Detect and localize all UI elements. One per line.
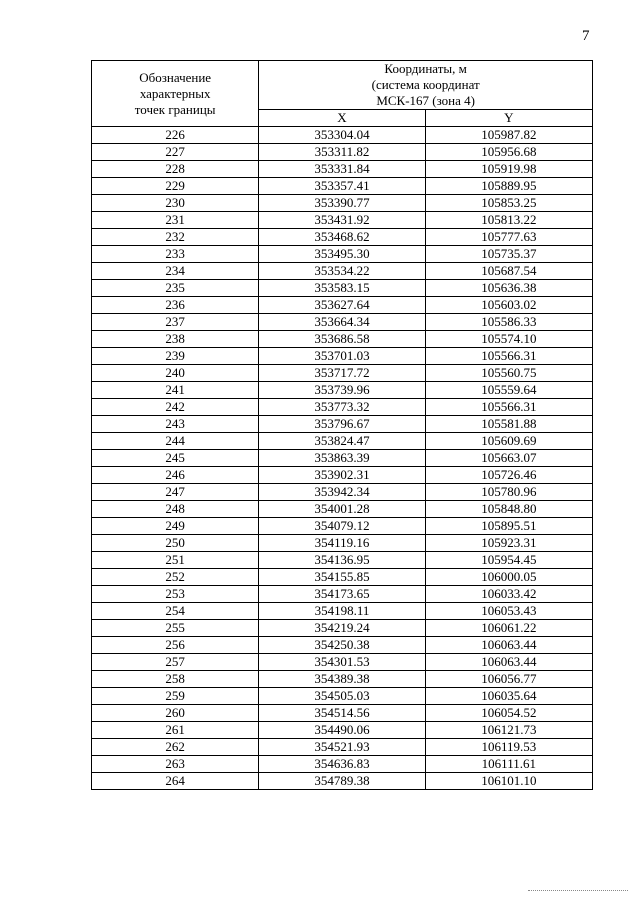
table-body (92, 127, 593, 790)
table-row (92, 178, 593, 195)
y-coordinate-cell: 105560.75 (425, 365, 592, 382)
table-row (92, 399, 593, 416)
coordinates-table (91, 60, 593, 790)
y-coordinate-cell: 106119.53 (425, 739, 592, 756)
x-coordinate-cell: 354389.38 (259, 671, 425, 688)
point-id-cell: 238 (92, 331, 259, 348)
y-column-header: Y (425, 110, 592, 127)
point-header-line: характерных (139, 85, 211, 101)
table-row (92, 280, 593, 297)
table-row (92, 127, 593, 144)
x-coordinate-cell: 354136.95 (259, 552, 425, 569)
y-coordinate-cell: 105559.64 (425, 382, 592, 399)
table-row (92, 450, 593, 467)
y-coordinate-cell: 106101.10 (425, 773, 592, 790)
point-id-cell: 246 (92, 467, 259, 484)
y-coordinate-cell: 106063.44 (425, 654, 592, 671)
table-row (92, 467, 593, 484)
y-coordinate-cell: 105603.02 (425, 297, 592, 314)
y-coordinate-cell: 105895.51 (425, 518, 592, 535)
point-id-cell: 243 (92, 416, 259, 433)
table-row (92, 671, 593, 688)
point-id-cell: 259 (92, 688, 259, 705)
y-coordinate-cell: 105813.22 (425, 212, 592, 229)
x-coordinate-cell: 353664.34 (259, 314, 425, 331)
y-coordinate-cell: 105726.46 (425, 467, 592, 484)
point-column-header (92, 61, 259, 127)
y-coordinate-cell: 105663.07 (425, 450, 592, 467)
x-coordinate-cell: 353796.67 (259, 416, 425, 433)
table-row (92, 246, 593, 263)
table-row (92, 348, 593, 365)
point-id-cell: 235 (92, 280, 259, 297)
y-coordinate-cell: 106061.22 (425, 620, 592, 637)
point-id-cell: 236 (92, 297, 259, 314)
table-row (92, 637, 593, 654)
y-coordinate-cell: 105780.96 (425, 484, 592, 501)
point-id-cell: 239 (92, 348, 259, 365)
point-id-cell: 226 (92, 127, 259, 144)
page-number: 7 (582, 28, 590, 44)
x-column-header: X (259, 110, 425, 127)
y-coordinate-cell: 105609.69 (425, 433, 592, 450)
x-coordinate-cell: 353824.47 (259, 433, 425, 450)
y-coordinate-cell: 106035.64 (425, 688, 592, 705)
x-coordinate-cell: 353534.22 (259, 263, 425, 280)
point-id-cell: 233 (92, 246, 259, 263)
point-id-cell: 264 (92, 773, 259, 790)
table-row (92, 161, 593, 178)
table-row (92, 654, 593, 671)
x-coordinate-cell: 353717.72 (259, 365, 425, 382)
y-coordinate-cell: 105919.98 (425, 161, 592, 178)
x-coordinate-cell: 354219.24 (259, 620, 425, 637)
table-row (92, 603, 593, 620)
point-id-cell: 253 (92, 586, 259, 603)
table-row (92, 229, 593, 246)
point-id-cell: 245 (92, 450, 259, 467)
point-id-cell: 261 (92, 722, 259, 739)
bottom-edge-mark (528, 890, 628, 893)
y-coordinate-cell: 105586.33 (425, 314, 592, 331)
x-coordinate-cell: 354198.11 (259, 603, 425, 620)
y-coordinate-cell: 106054.52 (425, 705, 592, 722)
table-row (92, 433, 593, 450)
point-id-cell: 249 (92, 518, 259, 535)
point-id-cell: 263 (92, 756, 259, 773)
y-coordinate-cell: 106111.61 (425, 756, 592, 773)
coords-header-line: (система координат (371, 77, 480, 92)
y-coordinate-cell: 105636.38 (425, 280, 592, 297)
x-coordinate-cell: 354079.12 (259, 518, 425, 535)
x-coordinate-cell: 353390.77 (259, 195, 425, 212)
table-row (92, 722, 593, 739)
y-coordinate-cell: 105987.82 (425, 127, 592, 144)
y-coordinate-cell: 106033.42 (425, 586, 592, 603)
x-coordinate-cell: 353739.96 (259, 382, 425, 399)
point-id-cell: 256 (92, 637, 259, 654)
y-coordinate-cell: 105581.88 (425, 416, 592, 433)
point-id-cell: 231 (92, 212, 259, 229)
coords-header-line: МСК-167 (зона 4) (376, 93, 475, 108)
point-id-cell: 254 (92, 603, 259, 620)
point-id-cell: 244 (92, 433, 259, 450)
table-header (92, 61, 593, 127)
coords-header-line: Координаты, м (384, 61, 467, 76)
x-coordinate-cell: 353942.34 (259, 484, 425, 501)
point-id-cell: 260 (92, 705, 259, 722)
y-coordinate-cell: 105687.54 (425, 263, 592, 280)
x-coordinate-cell: 354301.53 (259, 654, 425, 671)
table-row (92, 756, 593, 773)
x-coordinate-cell: 353902.31 (259, 467, 425, 484)
y-coordinate-cell: 105956.68 (425, 144, 592, 161)
table-row (92, 314, 593, 331)
coordinates-column-header (259, 61, 593, 110)
table-row (92, 331, 593, 348)
x-coordinate-cell: 353686.58 (259, 331, 425, 348)
y-coordinate-cell: 105566.31 (425, 399, 592, 416)
y-coordinate-cell: 106053.43 (425, 603, 592, 620)
table-row (92, 552, 593, 569)
x-coordinate-cell: 354173.65 (259, 586, 425, 603)
table-row (92, 705, 593, 722)
x-coordinate-cell: 354636.83 (259, 756, 425, 773)
table-row (92, 535, 593, 552)
x-coordinate-cell: 353468.62 (259, 229, 425, 246)
x-coordinate-cell: 354001.28 (259, 501, 425, 518)
y-coordinate-cell: 106000.05 (425, 569, 592, 586)
point-id-cell: 255 (92, 620, 259, 637)
point-id-cell: 232 (92, 229, 259, 246)
table-row (92, 144, 593, 161)
point-id-cell: 237 (92, 314, 259, 331)
table-row (92, 501, 593, 518)
x-coordinate-cell: 353583.15 (259, 280, 425, 297)
y-coordinate-cell: 105889.95 (425, 178, 592, 195)
table-row (92, 382, 593, 399)
point-id-cell: 262 (92, 739, 259, 756)
x-coordinate-cell: 353701.03 (259, 348, 425, 365)
table-row (92, 416, 593, 433)
x-coordinate-cell: 353431.92 (259, 212, 425, 229)
x-coordinate-cell: 353773.32 (259, 399, 425, 416)
x-coordinate-cell: 354789.38 (259, 773, 425, 790)
table-row (92, 773, 593, 790)
x-coordinate-cell: 354505.03 (259, 688, 425, 705)
table-row (92, 569, 593, 586)
point-id-cell: 228 (92, 161, 259, 178)
x-coordinate-cell: 354521.93 (259, 739, 425, 756)
point-header-line: точек границы (134, 101, 216, 117)
table-row (92, 739, 593, 756)
point-id-cell: 251 (92, 552, 259, 569)
point-id-cell: 242 (92, 399, 259, 416)
x-coordinate-cell: 354119.16 (259, 535, 425, 552)
point-id-cell: 234 (92, 263, 259, 280)
table-row (92, 484, 593, 501)
point-id-cell: 229 (92, 178, 259, 195)
point-id-cell: 257 (92, 654, 259, 671)
point-header-line: Обозначение (139, 69, 212, 85)
y-coordinate-cell: 105848.80 (425, 501, 592, 518)
table-row (92, 195, 593, 212)
y-coordinate-cell: 106056.77 (425, 671, 592, 688)
y-coordinate-cell: 105566.31 (425, 348, 592, 365)
point-id-cell: 258 (92, 671, 259, 688)
y-coordinate-cell: 105923.31 (425, 535, 592, 552)
x-coordinate-cell: 353331.84 (259, 161, 425, 178)
point-id-cell: 247 (92, 484, 259, 501)
point-id-cell: 250 (92, 535, 259, 552)
x-coordinate-cell: 353495.30 (259, 246, 425, 263)
x-coordinate-cell: 353304.04 (259, 127, 425, 144)
y-coordinate-cell: 105853.25 (425, 195, 592, 212)
y-coordinate-cell: 105777.63 (425, 229, 592, 246)
y-coordinate-cell: 105735.37 (425, 246, 592, 263)
x-coordinate-cell: 353627.64 (259, 297, 425, 314)
y-coordinate-cell: 105954.45 (425, 552, 592, 569)
table-row (92, 620, 593, 637)
point-id-cell: 230 (92, 195, 259, 212)
table-row (92, 688, 593, 705)
x-coordinate-cell: 353357.41 (259, 178, 425, 195)
point-id-cell: 241 (92, 382, 259, 399)
table-row (92, 212, 593, 229)
x-coordinate-cell: 354514.56 (259, 705, 425, 722)
x-coordinate-cell: 353863.39 (259, 450, 425, 467)
x-coordinate-cell: 354490.06 (259, 722, 425, 739)
point-id-cell: 252 (92, 569, 259, 586)
y-coordinate-cell: 106121.73 (425, 722, 592, 739)
x-coordinate-cell: 353311.82 (259, 144, 425, 161)
y-coordinate-cell: 105574.10 (425, 331, 592, 348)
point-id-cell: 227 (92, 144, 259, 161)
x-coordinate-cell: 354250.38 (259, 637, 425, 654)
table-row (92, 518, 593, 535)
point-id-cell: 248 (92, 501, 259, 518)
table-row (92, 365, 593, 382)
y-coordinate-cell: 106063.44 (425, 637, 592, 654)
table-row (92, 586, 593, 603)
table-row (92, 297, 593, 314)
point-id-cell: 240 (92, 365, 259, 382)
table-row (92, 263, 593, 280)
x-coordinate-cell: 354155.85 (259, 569, 425, 586)
